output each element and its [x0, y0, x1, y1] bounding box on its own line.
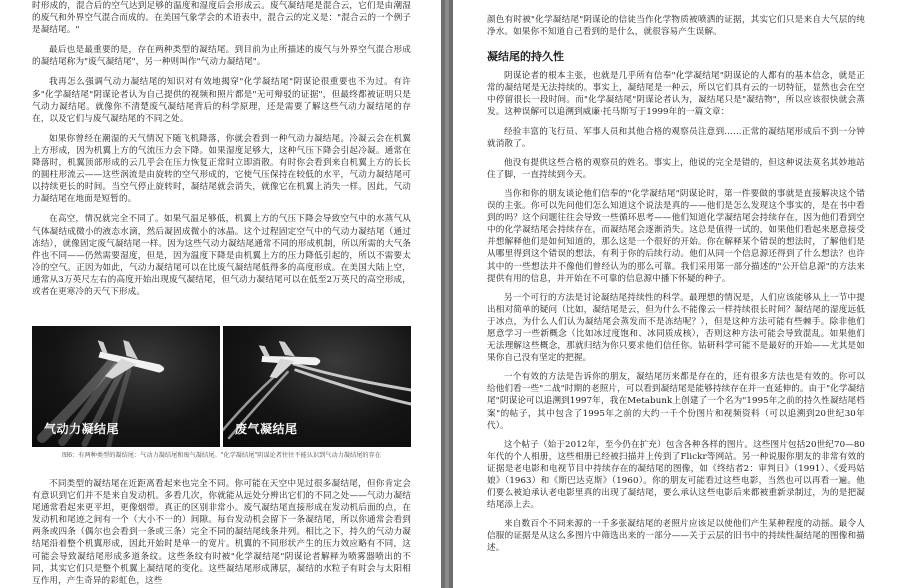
paragraph: 这个帖子（始于2012年，至今仍在扩充）包含各种各样的图片。这些图片包括20世纪70—80年代的个人相册，这些相册已经被扫描并上传到了Flickr等网站。另一种说服你朋友的非常有效的证据是老电影和电视节目中持续存在的凝结尾的图像，如《终结者2：审判日》（1991）、《爱玛姑娘》（1963）和《斯巴达克斯》（1960）。你的朋友可能看过这些电影，当然也可以再看一遍。他们要么被迫承认老电影里真的出现了凝结尾，要么承认这些电影后来都被重新录制过，为的是把凝结尾添上去。 [487, 439, 865, 511]
photo-label-aerodynamic: 气动力凝结尾 [44, 422, 120, 436]
paragraph: 如果你曾经在潮湿的天气情况下随飞机降落，你就会看到一种气动力凝结尾。冷凝云会在机翼上方形成，因为机翼上方的气流压力会下降。如果湿度足够大，这种气压下降会引起冷凝。通常在降落时，机翼顶部形成的云几乎会在压力恢复正常时立即消散。有时你会看到来自机翼上方的长长的圆柱形流云——这些涡流是由旋转的空气形成的，它使气压保持在较低的水平，气动力凝结尾可以持续更长的时间。当空气停止旋转时，凝结尾就会消失，就像它在机翼上消失一样。因此，气动力凝结尾在地面是短暂的。 [32, 133, 411, 205]
paragraph: 来自数百个不同来源的一千多张凝结尾的老照片应该足以使他们产生某种程度的动摇。最令人信服的证据是从这么多图片中筛选出来的一部分——关于云层的旧书中的持续性凝结尾的图像和描述。 [487, 519, 865, 554]
aerodynamic-contrail-photo [32, 326, 220, 447]
figure-caption: 图6：有两种类型的凝结尾：气动力凝结尾和废气凝结尾。"化学凝结尾"阴谋论者往往不能认识到气动力凝结尾的存在 [61, 452, 381, 459]
paragraph: 阴谋论者的根本主张，也就是几乎所有信奉"化学凝结尾"阴谋论的人都有的基本信念，就是正常的凝结尾是无法持续的。事实上，凝结尾是一种云，所以它们具有云的一切特征，显然也会在空中停留很长一段时间。而"化学凝结尾"阴谋论者认为，凝结尾只是"凝结物"，所以应该很快就会蒸发。这种误解可以追溯到威廉·托马斯写于1999年的一篇文章： [487, 71, 865, 118]
paragraph: 时形成的，混合后的空气达到足够的温度和湿度后会形成云。废气凝结尾是混合云，它们是由潮湿的废气和外界空气混合而成的。在美国气象学会的术语表中，混合云的定义是："混合云的一个例子是凝结尾。" [32, 1, 411, 36]
paragraph: 不同类型的凝结尾在近距离看起来也完全不同。你可能在天空中见过很多凝结尾，但你肯定会有意识到它们并不是来自发动机。多看几次，你就能从远处分辨出它们的不同之处——气动力凝结尾通常看起来更平坦，更像烟带。真正的区别非常小。废气凝结尾直接形成在发动机后面的点，在发动机和尾迹之间有一个（大小不一的）间隙。每台发动机会留下一条凝结尾，所以你通常会看到两条或四条（偶尔也会看到一条或三条）完全不同的凝结尾线条并列。相比之下，持久的气动力凝结尾沿着整个机翼形成，因此开始时是单一的宽片。机翼的不同形状产生的压力效应略有不同，这可能会导致凝结尾形成多道条纹。这些条纹有时被"化学凝结尾"阴谋论者解释为喷雾器喷出的不同，其实它们只是整个机翼上凝结尾的变化。这些凝结尾形成薄层，凝结的水粒子有时会与太阳相互作用，产生奇异的彩虹色，这些 [32, 479, 411, 586]
right-column [487, 14, 865, 555]
left-column-bottom [32, 478, 411, 587]
section-heading: 凝结尾的持久性 [487, 50, 564, 64]
page-gutter [441, 0, 453, 588]
contrail-figure [32, 326, 411, 460]
paragraph: 另一个可行的方法是讨论凝结尾持续性的科学。最理想的情况是，人们应该能够从上一节中提出相对简单的疑问（比如，凝结尾是云，但为什么不能像云一样持续很长时间？凝结尾的湿度远低于冰点，为什么人们认为凝结尾会蒸发而不是冻结呢？），但是这种方法可能有些棘手。除非他们愿意学习一些新概念（比如冰过度饱和、冰同质成核），否则这种方法可能会导致混乱。如果他们无法理解这些概念，那就归结为你只要求他们信任你。钻研科学可能不是最好的开始——尤其是如果你自己没有坚定的把握。 [487, 292, 865, 364]
photo-label-exhaust: 废气凝结尾 [235, 422, 298, 436]
left-column [32, 0, 411, 298]
paragraph: 他没有提供这些合格的观察员的姓名。事实上，他说的完全是错的，但这种说法莫名其妙地站住了脚，一直持续到今天。 [487, 157, 865, 180]
exhaust-contrail-photo [223, 326, 411, 447]
right-page [453, 0, 897, 588]
paragraph: 我再怎么强调气动力凝结尾的知识对有效地揭穿"化学凝结尾"阴谋论很重要也不为过。有许多"化学凝结尾"阴谋论者认为自己提供的视频和照片都是"无可辩驳的证据"，但最终都被证明只是气动力凝结尾。就像你不清楚废气凝结尾背后的科学原理，还是需要了解这些气动力凝结尾的存在，以及它们与废气凝结尾的不同之处。 [32, 77, 411, 124]
paragraph: 在高空，情况就完全不同了。如果气温足够低，机翼上方的气压下降会导致空气中的水蒸气从气体凝结成微小的液态水滴，然后凝固成微小的冰晶。这个过程固定空气中的气动力凝结尾（通过冻结），就像固定废气凝结尾一样。因为这些气动力凝结尾通常不同的形成机制，所以所需的大气条件也不同——仍然需要湿度，但是，因为温度下降是由机翼上方的压力降低引起的，所以不需要太冷的空气。正因为如此，气动力凝结尾可以在比废气凝结尾低得多的高度形成。在美国大陆上空，通常从3万英尺左右的高度开始出现废气凝结尾，但气动力凝结尾可以在低至2万英尺的高空形成，或者在更寒冷的天气下形成。 [32, 214, 411, 297]
paragraph: 当你和你的朋友谈论他们信奉的"化学凝结尾"阴谋论时，第一件要做的事就是直接解决这个错误的主张。你可以先问他们怎么知道这个说法是真的——他们是怎么发现这个事实的，是在书中看到的吗？这个问题往往会导致一些循环思考——他们知道化学凝结尾会持续存在，因为他们看到空中的化学凝结尾会持续存在，而凝结尾会逐渐消失。这总是值得一试的，如果他们看起来愿意接受并想解释他们是如何知道的，那么这是一个很好的开始。你在解释某个错误的想法时，了解他们是从哪里得到这个错误的想法，有利于你的后续行动。他们从同一个信息源还得到了什么想法？也许其中的一些想法并不像他们曾经认为的那么可靠。我们采用第一部分描述的"公开信息源"的方法来提供有用的信息，并开始在不可靠的信息源中播下怀疑的种子。 [487, 188, 865, 284]
block-quote: 经验丰富的飞行员、军事人员和其他合格的观察员注意到……正常的凝结尾形成后不到一分钟就消散了。 [487, 126, 865, 149]
paragraph: 最后也是最重要的是，存在两种类型的凝结尾。到目前为止所描述的废气与外界空气混合形成的凝结尾称为"废气凝结尾"，另一种则叫作"气动力凝结尾"。 [32, 45, 411, 68]
paragraph: 颜色有时被"化学凝结尾"阴谋论的信徒当作化学物质被喷洒的证据，其实它们只是来自大气层的纯净水。如果你不知道自己看到的是什么，就很容易产生误解。 [487, 15, 865, 38]
paragraph: 一个有效的方法是告诉你的朋友，凝结尾历来都是存在的，还有很多方法也是有效的。你可以给他们看一些"二战"时期的老照片，可以看到凝结尾是能够持续存在并一直延伸的。由于"化学凝结尾"阴谋论可以追溯到1997年，我在Metabunk上创建了一个名为"1995年之前的持久性凝结尾档案"的帖子，其中包含了1995年之前的大约一千个份图片和视频资料（可以追溯到20世纪30年代）。 [487, 372, 865, 431]
left-page [0, 0, 441, 588]
